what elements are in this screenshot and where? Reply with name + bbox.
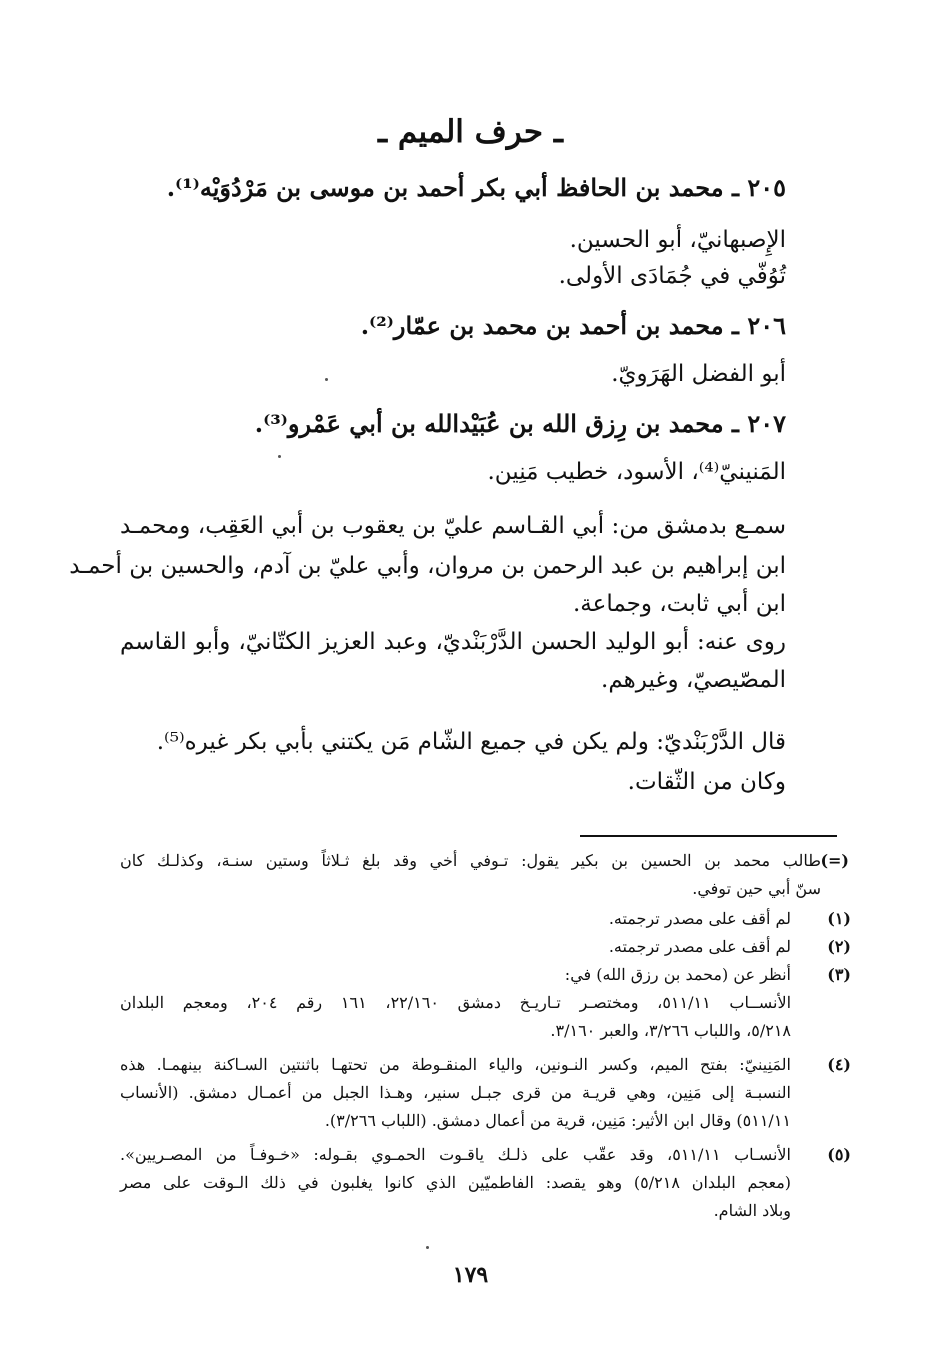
entry-206-line-1: أبو الفضل الهَرَويّ.: [611, 361, 786, 387]
footnote-4-line-3: ٥١١/١١) وقال ابن الأثير: مَنِين، قرية من أعمال دمشق. (اللباب ٣/٢٦٦).: [324, 1111, 791, 1130]
footnote-3-line-3: ٥/٢١٨، واللباب ٣/٢٦٦، والعبر ٣/١٦٠.: [550, 1021, 791, 1040]
footnote-2-text: لم أقف على مصدر ترجمته.: [608, 937, 791, 956]
entry-207-line-5: روى عنه: أبو الوليد الحسن الدَّرْبَنْديّ، وعبد العزيز الكتّانيّ، وأبو القاسم: [120, 629, 786, 655]
entry-207-line-3: ابن إبراهيم بن عبد الرحمن بن مروان، وأبي عليّ بن آدم، والحسين بن أحمـد: [69, 553, 786, 579]
footnote-4-number: (٤): [827, 1055, 851, 1074]
footnote-5-line-3: وبلاد الشام.: [713, 1201, 791, 1220]
scan-speck: [278, 455, 281, 458]
footnote-continuation-line-2: سنّ أبي حين توفي.: [692, 879, 821, 898]
footnote-5-line-1: الأنسـاب ٥١١/١١، وقد عقّب على ذلـك ياقـوت الحمـوي بقـوله: «خـوفـاً من المصـريين».: [120, 1145, 791, 1164]
entry-207-line-6: المصّيصيّ، وغيرهم.: [601, 667, 786, 693]
footnote-1-text: لم أقف على مصدر ترجمته.: [608, 909, 791, 928]
entry-207-line-2: سمـع بدمشق من: أبي القـاسم عليّ بن يعقوب بن أبي العَقِب، ومحمـد: [120, 513, 786, 539]
entry-207-line-1: المَنينيّ⁽⁴⁾، الأسود، خطيب مَنِين.: [487, 459, 786, 485]
footnote-3-line-1: أنظر عن (محمد بن رزق الله) في:: [564, 965, 791, 984]
footnote-4-line-2: النسبـة إلى مَنِين، وهي قريـة من قرى جبـل سنير، وهـذا الجبل من أعمـال دمشق. (الأنساب: [120, 1083, 791, 1102]
entry-206-heading: ٢٠٦ ـ محمد بن أحمد بن محمد بن عمّار⁽²⁾.: [360, 311, 786, 340]
footnote-3-number: (٣): [827, 965, 851, 984]
footnote-5-number: (٥): [827, 1145, 851, 1164]
footnote-continuation-line-1: طالب محمد بن الحسين بن بكير يقول: تـوفي أخي وقد بلغ ثـلاثاً وستين سنـة، وكذلـك كان: [120, 851, 821, 870]
entry-207-line-7: قال الدَّرْبَنْديّ: ولم يكن في جميع الشّام مَن يكتني بأبي بكر غيره⁽⁵⁾.: [156, 729, 786, 755]
footnote-3-line-2: الأنســاب ٥١١/١١، ومختصـر تـاريـخ دمشق ٢٢/١٦٠، ١٦١ رقم ٢٠٤، ومعجم البلدان: [120, 993, 792, 1012]
entry-205-line-1: الإِصبهانيّ، أبو الحسين.: [569, 227, 786, 253]
entry-207-heading: ٢٠٧ ـ محمد بن رِزق الله بن عُبَيْدالله بن أبي عَمْرو⁽³⁾.: [254, 409, 786, 438]
entry-207-line-4: ابن أبي ثابت، وجماعة.: [572, 591, 786, 617]
entry-205-heading: ٢٠٥ ـ محمد بن الحافظ أبي بكر أحمد بن موسى بن مَرْدُوَيْه⁽¹⁾.: [166, 173, 786, 202]
footnote-2-number: (٢): [827, 937, 851, 956]
entry-207-line-8: وكان من الثّقات.: [627, 769, 786, 795]
footnote-1-number: (١): [827, 909, 851, 928]
footnote-rule: [580, 835, 837, 837]
page-number: ١٧٩: [452, 1262, 489, 1288]
footnote-continuation-mark: (=): [820, 851, 849, 870]
scan-speck: [426, 1246, 429, 1249]
entry-205-line-2: تُوُفّي في جُمَادَى الأولى.: [558, 263, 786, 289]
footnote-4-line-1: المَنِينيّ: بفتح الميم، وكسر النـونين، والياء المنقـوطة من تحتهـا باثنتين السـاكنة بينهمـا. هذه: [120, 1055, 791, 1074]
scan-speck: [325, 378, 328, 381]
section-title: ـ حرف الميم ـ: [378, 114, 563, 150]
footnote-5-line-2: (معجم البلدان ٥/٢١٨) وهو يقصد: الفاطميّين الذي كانوا يغلبون في ذلك الـوقت على مصر: [120, 1173, 792, 1192]
